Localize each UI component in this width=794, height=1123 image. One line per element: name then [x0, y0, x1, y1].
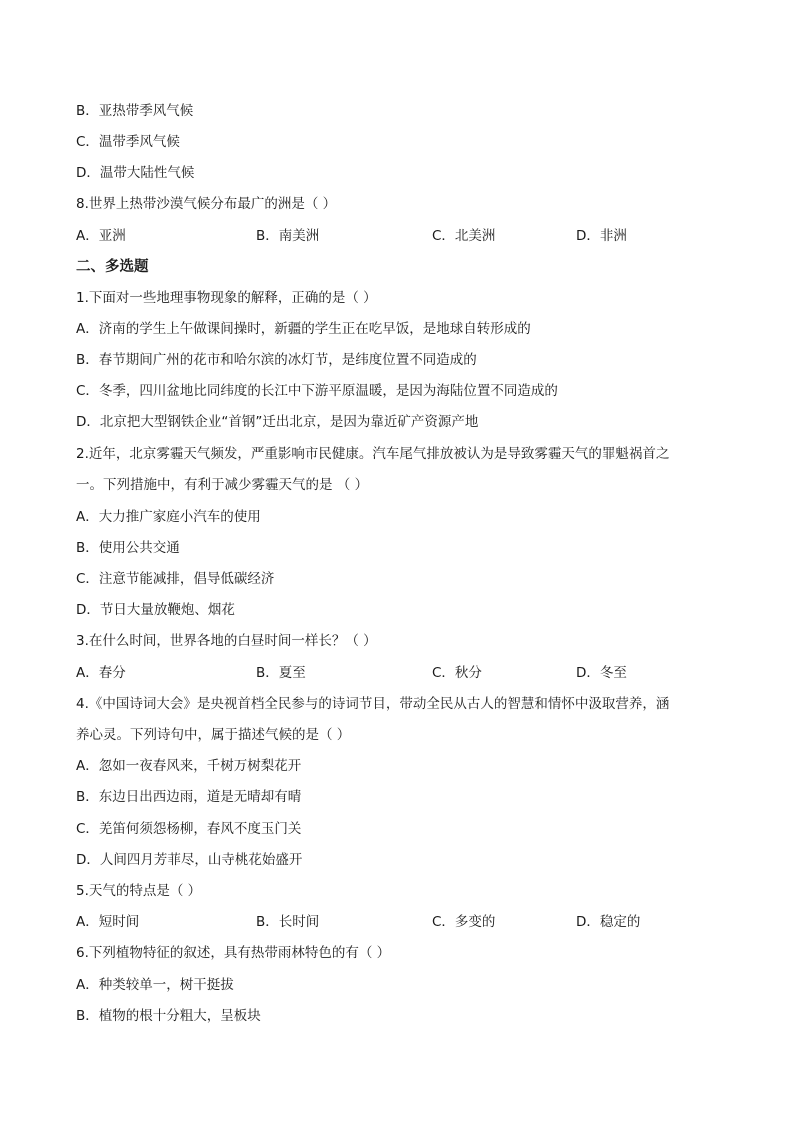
q4-option-c: C．羌笛何须怨杨柳，春风不度玉门关 — [76, 821, 302, 837]
q8-option-d: D．非洲 — [576, 228, 627, 244]
q8-stem: 8.世界上热带沙漠气候分布最广的洲是（ ） — [76, 196, 337, 212]
q6-option-a: A．种类较单一，树干挺拔 — [76, 977, 234, 993]
q2-option-c: C．注意节能减排，倡导低碳经济 — [76, 571, 275, 587]
q4-option-b: B．东边日出西边雨，道是无晴却有晴 — [76, 789, 302, 805]
q2-stem-line1: 2.近年，北京雾霾天气频发，严重影响市民健康。汽车尾气排放被认为是导致雾霾天气的罪魁祸首之 — [76, 446, 670, 462]
q2-option-b: B．使用公共交通 — [76, 540, 180, 556]
q4-option-d: D．人间四月芳菲尽，山寺桃花始盛开 — [76, 852, 303, 868]
q3-option-b: B．夏至 — [256, 665, 306, 681]
q7-option-b: B．亚热带季风气候 — [76, 103, 194, 119]
q5-option-c: C．多变的 — [432, 914, 496, 930]
q6-option-b: B．植物的根十分粗大，呈板块 — [76, 1008, 261, 1024]
q1-option-c: C．冬季，四川盆地比同纬度的长江中下游平原温暖，是因为海陆位置不同造成的 — [76, 383, 558, 399]
q3-option-c: C．秋分 — [432, 665, 482, 681]
q7-option-d: D．温带大陆性气候 — [76, 165, 195, 181]
q3-stem: 3.在什么时间，世界各地的白昼时间一样长？（ ） — [76, 633, 377, 649]
q2-option-d: D．节日大量放鞭炮、烟花 — [76, 602, 235, 618]
q4-stem-line2: 养心灵。下列诗句中，属于描述气候的是（ ） — [76, 727, 351, 743]
q8-option-a: A．亚洲 — [76, 228, 126, 244]
q1-option-b: B．春节期间广州的花市和哈尔滨的冰灯节，是纬度位置不同造成的 — [76, 352, 477, 368]
q8-option-c: C．北美洲 — [432, 228, 496, 244]
q5-option-b: B．长时间 — [256, 914, 320, 930]
q5-option-d: D．稳定的 — [576, 914, 641, 930]
q6-stem: 6.下列植物特征的叙述，具有热带雨林特色的有（ ） — [76, 945, 391, 961]
section-title: 二、多选题 — [76, 259, 149, 275]
q1-option-a: A．济南的学生上午做课间操时，新疆的学生正在吃早饭，是地球自转形成的 — [76, 321, 531, 337]
q5-option-a: A．短时间 — [76, 914, 140, 930]
q4-option-a: A．忽如一夜春风来，千树万树梨花开 — [76, 758, 302, 774]
q2-stem-line2: 一。下列措施中，有利于减少雾霾天气的是 （ ） — [76, 477, 369, 493]
q2-option-a: A．大力推广家庭小汽车的使用 — [76, 509, 261, 525]
q3-option-a: A．春分 — [76, 665, 126, 681]
q7-option-c: C．温带季风气候 — [76, 134, 180, 150]
q1-option-d: D．北京把大型钢铁企业“首钢”迁出北京，是因为靠近矿产资源产地 — [76, 414, 479, 430]
q4-stem-line1: 4.《中国诗词大会》是央视首档全民参与的诗词节目，带动全民从古人的智慧和情怀中汲取营养，涵 — [76, 696, 670, 712]
q3-option-d: D．冬至 — [576, 665, 627, 681]
q8-option-b: B．南美洲 — [256, 228, 320, 244]
q1-stem: 1.下面对一些地理事物现象的解释，正确的是（ ） — [76, 290, 377, 306]
q5-stem: 5.天气的特点是（ ） — [76, 883, 202, 899]
